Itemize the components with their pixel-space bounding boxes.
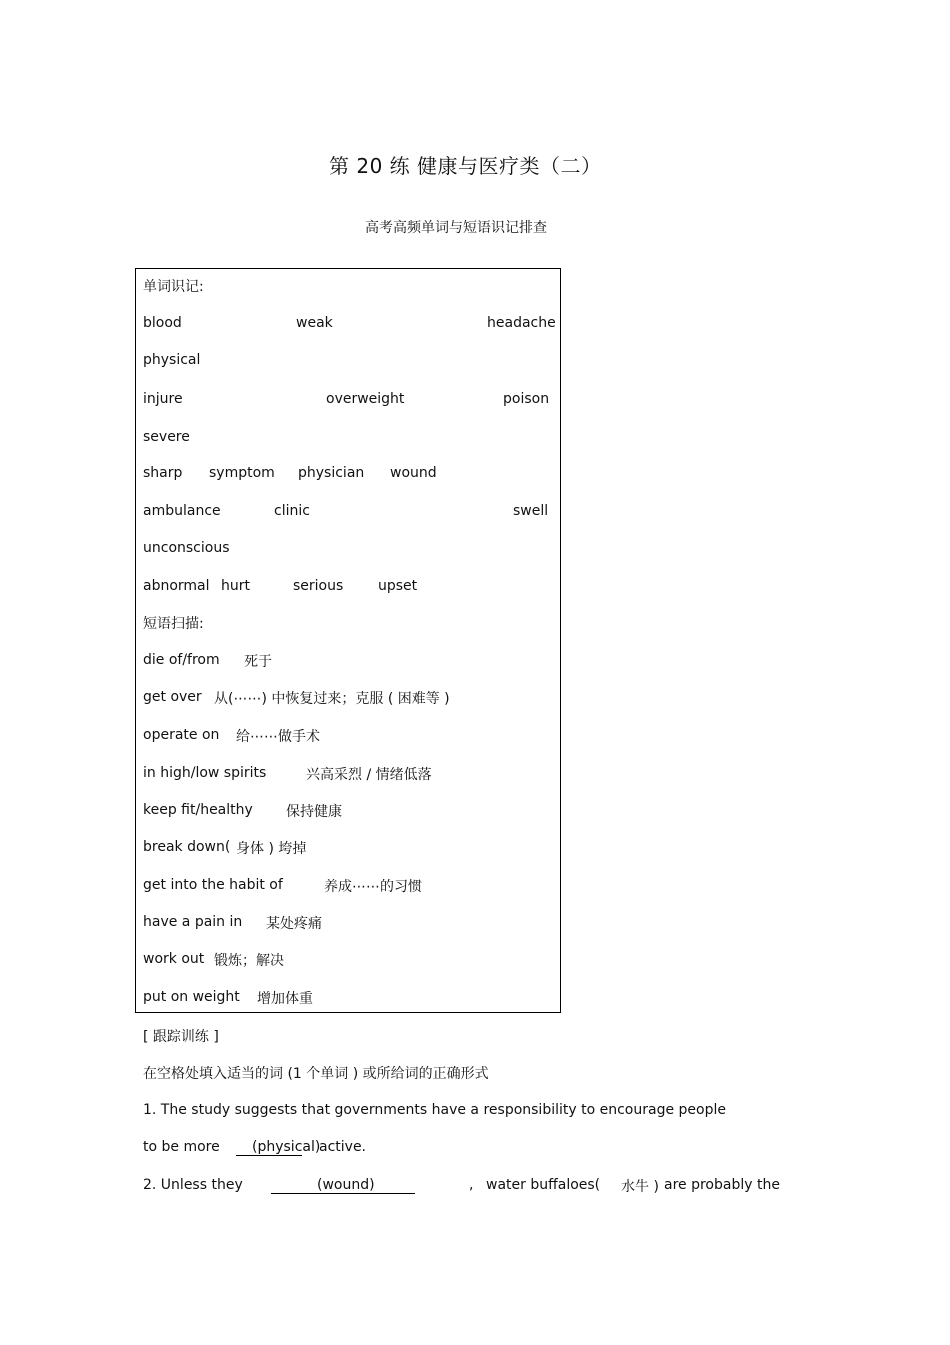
word-symptom: symptom [209,465,275,481]
phrase-en: put on weight [143,989,240,1005]
question-1-line1: 1. The study suggests that governments have a responsibility to encourage people [143,1102,726,1118]
word-severe: severe [143,429,190,445]
question-2-prefix: 2. Unless they [143,1177,243,1193]
word-ambulance: ambulance [143,503,221,519]
word-headache: headache [487,315,556,331]
word-abnormal: abnormal [143,578,210,594]
phrase-zh: 养成⋯⋯的习惯 [324,879,422,895]
page-title: 第 20 练 健康与医疗类（二） [329,154,602,178]
phrase-en: work out [143,951,205,967]
phrase-zh: 兴高采烈 / 情绪低落 [306,767,432,783]
word-wound: wound [390,465,437,481]
word-weak: weak [296,315,333,331]
phrase-zh: 保持健康 [286,804,342,820]
phrase-zh: 锻炼；解决 [214,953,284,969]
phrase-en: get into the habit of [143,877,283,893]
word-physical: physical [143,352,201,368]
phrase-zh: 某处疼痛 [266,916,322,932]
word-swell: swell [513,503,549,519]
vocab-box [135,268,561,1013]
word-overweight: overweight [326,391,405,407]
answer-blank: (wound) [271,1177,415,1194]
word-poison: poison [503,391,550,407]
question-1-prefix: to be more [143,1139,220,1155]
phrases-heading: 短语扫描: [143,616,204,632]
phrase-zh: 从(⋯⋯) 中恢复过来；克服 ( 困难等 ) [214,691,450,707]
word-upset: upset [378,578,418,594]
phrase-en: in high/low spirits [143,765,267,781]
phrase-zh: 给⋯⋯做手术 [236,729,320,745]
word-serious: serious [293,578,344,594]
words-heading: 单词识记: [143,279,204,295]
word-physician: physician [298,465,365,481]
phrase-en: die of/from [143,652,220,668]
question-2-zh: 水牛 ) [621,1179,659,1195]
question-2-suffix: are probably the [664,1177,780,1193]
word-sharp: sharp [143,465,183,481]
phrase-en: keep fit/healthy [143,802,253,818]
word-injure: injure [143,391,183,407]
phrase-zh: 增加体重 [257,991,313,1007]
answer-blank: (physical) [236,1139,302,1156]
question-1-suffix: active. [319,1139,367,1155]
word-blood: blood [143,315,182,331]
question-2-blank[interactable] [271,1177,415,1194]
phrase-zh: 死于 [244,654,272,670]
practice-heading: [ 跟踪训练 ] [143,1029,219,1045]
word-unconscious: unconscious [143,540,230,556]
question-2-comma: , [469,1177,474,1193]
phrase-en: operate on [143,727,220,743]
page-subtitle: 高考高频单词与短语识记排查 [365,220,547,236]
word-clinic: clinic [274,503,310,519]
question-2-text: water buffaloes( [486,1177,601,1193]
word-hurt: hurt [221,578,250,594]
practice-instruction: 在空格处填入适当的词 (1 个单词 ) 或所给词的正确形式 [143,1066,489,1082]
phrase-en: have a pain in [143,914,243,930]
question-1-blank[interactable] [236,1139,321,1156]
phrase-en: break down( [143,839,231,855]
phrase-en: get over [143,689,202,705]
phrase-zh: 身体 ) 垮掉 [236,841,307,857]
